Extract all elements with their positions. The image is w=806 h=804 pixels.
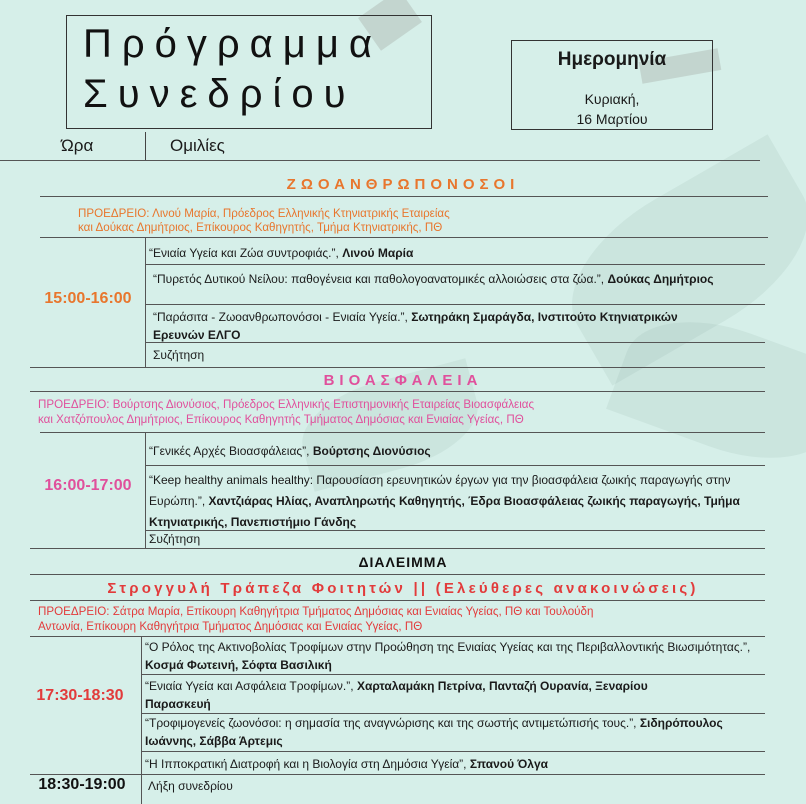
session2-discussion: Συζήτηση — [149, 532, 201, 546]
divider-line — [145, 304, 765, 305]
divider-line — [0, 160, 760, 161]
session2-chair-line2: και Χατζόπουλος Δημήτριος, Επίκουρος Καθηγητής Τμήματος Δημόσιας και Ενιαίας Υγείας, ΠΘ — [38, 413, 524, 426]
date-label: Ημερομηνία — [557, 49, 667, 70]
closing-time: 18:30-19:00 — [38, 776, 126, 793]
divider-line — [40, 432, 765, 433]
session1-chair-line1: ΠΡΟΕΔΡΕΙΟ: Λινού Μαρία, Πρόεδρος Ελληνικής Κτηνιατρικής Εταιρείας — [78, 207, 450, 220]
date-box — [511, 40, 713, 130]
session3-talk-3: “Τροφιμογενείς ζωονόσοι: η σημασία της αναγνώρισης και της σωστής αντιμετώπισής τους.”, Σιδηρόπουλος Ιωάννης, Σάββα Άρτεμις — [145, 716, 723, 748]
divider-line — [145, 264, 765, 265]
session2-talk-2: “Keep healthy animals healthy: Παρουσίαση ερευνητικών έργων για την βιοασφάλεια ζωικής παραγωγής στην Ευρώπη.”, Χαντζιάρας Ηλίας, Αναπληρωτής Καθηγητής, Έδρα Βιοασφάλειας ζωικής παραγωγής, Τμήμα Κτηνιατρικής, Πανεπιστήμιο Γάνδης — [149, 473, 740, 529]
title-box — [66, 15, 432, 129]
session2-talk-1: “Γενικές Αρχές Βιοασφάλειας”, Βούρτσης Διονύσιος — [149, 444, 431, 458]
session2-chair-line1: ΠΡΟΕΔΡΕΙΟ: Βούρτσης Διονύσιος, Πρόεδρος Ελληνικής Επιστημονικής Εταιρείας Βιοασφάλειας — [38, 398, 535, 411]
session3-chair-line2: Αντωνία, Επίκουρη Καθηγήτρια Τμήματος Δημόσιας και Ενιαίας Υγείας, ΠΘ — [38, 620, 423, 633]
divider-line — [30, 391, 765, 392]
break-label: ΔΙΑΛΕΙΜΜΑ — [358, 554, 448, 570]
date-date: 16 Μαρτίου — [576, 111, 648, 127]
session1-talk-3: “Παράσιτα - Ζωοανθρωπονόσοι - Ενιαία Υγεία.”, Σωτηράκη Σμαράγδα, Ινστιτούτο Κτηνιατρικών Ερευνών ΕΛΓΟ — [153, 310, 678, 342]
divider-line — [30, 774, 765, 775]
divider-line — [141, 674, 765, 675]
divider-line — [40, 196, 768, 197]
divider-line — [145, 465, 765, 466]
session1-talk-2: “Πυρετός Δυτικού Νείλου: παθογένεια και παθολογοανατομικές αλλοιώσεις στα ζώα.”, Δούκας Δημήτριος — [153, 272, 714, 286]
divider-line — [145, 530, 765, 531]
session1-chair-line2: και Δούκας Δημήτριος, Επίκουρος Καθηγητής, Τμήμα Κτηνιατρικής, ΠΘ — [78, 221, 443, 234]
date-day: Κυριακή, — [584, 91, 640, 107]
session3-talk-1: “Ο Ρόλος της Ακτινοβολίας Τροφίμων στην Προώθηση της Ενιαίας Υγείας και της Περιβαλλοντικής Βιωσιμότητας.”, Κοσμά Φωτεινή, Σόφτα Βασιλική — [145, 640, 751, 672]
session3-time: 17:30-18:30 — [36, 687, 124, 704]
session3-talk-2: “Ενιαία Υγεία και Ασφάλεια Τροφίμων.”, Χαρταλαμάκη Πετρίνα, Πανταζή Ουρανία, Ξεναρίου Παρασκευή — [145, 679, 648, 711]
title-line-2: Συνεδρίου — [83, 72, 356, 116]
divider-line — [30, 548, 765, 549]
session3-talk-4: “Η Ιπποκρατική Διατροφή και η Βιολογία στη Δημόσια Υγεία”, Σπανού Όλγα — [145, 757, 549, 771]
header-talks: Ομιλίες — [170, 136, 225, 155]
session1-title: ΖΩΟΑΝΘΡΩΠΟΝΟΣΟΙ — [286, 176, 520, 193]
session1-time: 15:00-16:00 — [44, 290, 132, 307]
divider-line — [30, 574, 765, 575]
divider-line — [30, 367, 765, 368]
session3-chair-line1: ΠΡΟΕΔΡΕΙΟ: Σάτρα Μαρία, Επίκουρη Καθηγήτρια Τμήματος Δημόσιας και Ενιαίας Υγείας, ΠΘ και Τουλούδη — [38, 605, 594, 618]
closing-label: Λήξη συνεδρίου — [148, 779, 233, 793]
header-time: Ώρα — [61, 136, 94, 155]
header-divider — [145, 132, 146, 160]
divider-line — [141, 751, 765, 752]
divider-line — [145, 342, 765, 343]
title-line-1: Πρόγραμμα — [83, 22, 382, 66]
divider-line — [30, 600, 765, 601]
session3-title: Στρογγυλή Τράπεζα Φοιτητών || (Ελεύθερες ανακοινώσεις) — [107, 580, 699, 597]
session2-time: 16:00-17:00 — [44, 477, 132, 494]
divider-line — [40, 237, 768, 238]
session1-discussion: Συζήτηση — [153, 348, 205, 362]
session2-title: ΒΙΟΑΣΦΑΛΕΙΑ — [323, 372, 483, 389]
session1-talk-1: “Ενιαία Υγεία και Ζώα συντροφιάς.”, Λινού Μαρία — [149, 246, 414, 260]
